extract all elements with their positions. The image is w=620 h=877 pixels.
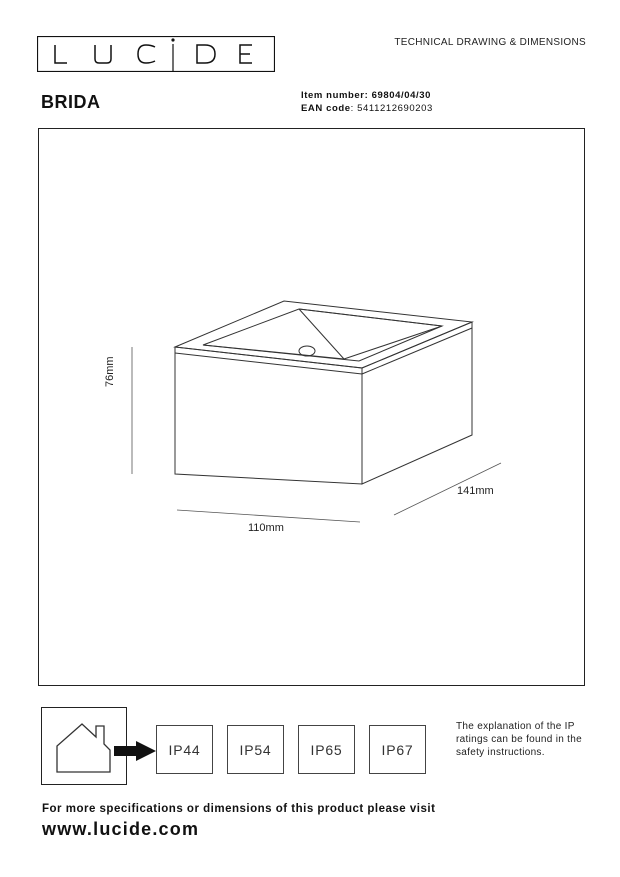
ip-rating-box-ip65: IP65 xyxy=(298,725,355,774)
technical-drawing-frame xyxy=(38,128,585,686)
product-name: BRIDA xyxy=(41,92,101,112)
fixture-front-face xyxy=(175,347,362,484)
item-number-value: 69804/04/30 xyxy=(371,90,432,101)
ip-explanation-note: The explanation of the IP ratings can be found in the safety instructions. xyxy=(456,721,582,758)
item-info xyxy=(301,89,433,115)
ean-value: : 5411212690203 xyxy=(350,103,433,114)
lucide-logo xyxy=(37,36,275,72)
item-number-row xyxy=(301,89,433,102)
ip-rating-box-ip44: IP44 xyxy=(156,725,213,774)
ean-label: EAN code xyxy=(301,103,351,114)
light-source-icon xyxy=(299,346,315,356)
depth-dimension-label: 141mm xyxy=(457,485,494,497)
ip-rating-box-ip54: IP54 xyxy=(227,725,284,774)
footer-website-link[interactable]: www.lucide.com xyxy=(42,819,200,839)
document-type-title: TECHNICAL DRAWING & DIMENSIONS xyxy=(394,37,586,48)
width-dimension-label: 110mm xyxy=(248,522,284,534)
width-dimension-line xyxy=(177,510,360,522)
ip-rating-box-ip67: IP67 xyxy=(369,725,426,774)
ean-row xyxy=(301,102,433,115)
fixture-right-face xyxy=(362,322,472,484)
footer-more-info-text: For more specifications or dimensions of this product please visit xyxy=(42,803,436,815)
arrow-right-icon xyxy=(112,740,158,762)
item-number-label: Item number: xyxy=(301,90,369,101)
height-dimension-label: 76mm xyxy=(104,356,116,387)
product-drawing xyxy=(39,129,586,687)
